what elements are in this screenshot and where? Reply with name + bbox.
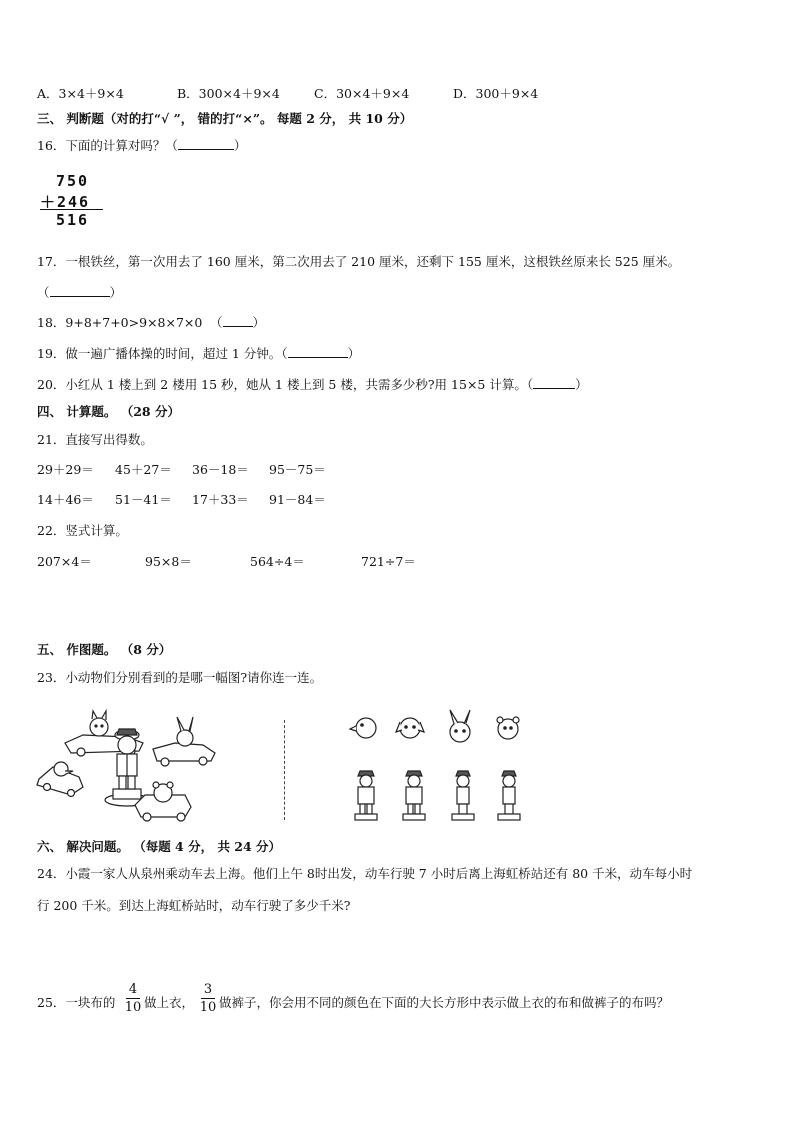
q22-text: 22．竖式计算。 xyxy=(37,523,128,538)
q21-item: 36－18＝ xyxy=(192,462,249,477)
bear-head-icon xyxy=(497,717,519,739)
q25-suffix: 做裤子，你会用不同的颜色在下面的大长方形中表示做上衣的布和做裤子的布吗？ xyxy=(219,995,670,1010)
q18-answer xyxy=(210,313,265,331)
q21-item: 14＋46＝ xyxy=(37,492,94,507)
q24-line2: 行 200 千米。到达上海虹桥站时，动车行驶了多少千米? xyxy=(37,898,351,913)
fraction-bar xyxy=(201,998,215,999)
fraction-denominator: 10 xyxy=(124,1000,142,1015)
car-rabbit-icon xyxy=(153,717,215,766)
q16-vertical-addend: ＋246 xyxy=(40,193,91,211)
q22-item: 95×8＝ xyxy=(145,554,192,569)
q21-item: 51－41＝ xyxy=(115,492,172,507)
section-6-title: 六、 解决问题。 （每题 4 分， 共 24 分） xyxy=(37,839,282,854)
q22-item: 207×4＝ xyxy=(37,554,92,569)
q17-text: 17．一根铁丝，第一次用去了 160 厘米，第二次用去了 210 厘米，还剩下 155 厘米，这根铁丝原来长 525 厘米。 xyxy=(37,254,681,269)
scene-illustration xyxy=(35,705,225,825)
q16-text xyxy=(37,136,246,154)
q23-text: 23．小动物们分别看到的是哪一幅图?请你连一连。 xyxy=(37,670,323,685)
policeman-front-view-icon xyxy=(355,771,377,820)
q20-answer-blank[interactable] xyxy=(533,377,575,389)
fraction-denominator: 10 xyxy=(199,1000,217,1015)
q16-prompt: 16．下面的计算对吗？（ xyxy=(37,138,178,153)
q21-item: 17＋33＝ xyxy=(192,492,249,507)
section-5-title: 五、 作图题。 （8 分） xyxy=(37,642,172,657)
policeman-side-view-icon xyxy=(452,771,474,820)
q17-answer-blank[interactable] xyxy=(50,285,110,297)
q15-option-d: D．300＋9×4 xyxy=(453,86,539,101)
fraction-numerator: 4 xyxy=(128,982,138,997)
duck-head-icon xyxy=(350,718,376,738)
section-4-title: 四、 计算题。 （28 分） xyxy=(37,404,180,419)
fraction-three-tenths xyxy=(197,982,219,1015)
q18-close: ） xyxy=(252,315,266,330)
fraction-bar xyxy=(126,998,140,999)
q19-text xyxy=(37,344,360,362)
policeman-views-row xyxy=(350,768,530,824)
animal-heads-row xyxy=(350,710,530,746)
q17-open: （ xyxy=(37,285,50,300)
q15-option-c: C．30×4＋9×4 xyxy=(314,86,410,101)
car-duck-icon xyxy=(37,762,83,797)
q20-prompt: 20．小红从 1 楼上到 2 楼用 15 秒，她从 1 楼上到 5 楼，共需多少秒?用 15×5 计算。（ xyxy=(37,377,534,392)
q21-item: 95－75＝ xyxy=(269,462,326,477)
rabbit-head-icon xyxy=(450,710,470,742)
q19-answer-blank[interactable] xyxy=(288,346,348,358)
q25-prefix: 25．一块布的 xyxy=(37,995,116,1010)
q20-close: ） xyxy=(575,377,588,392)
fraction-four-tenths xyxy=(122,982,144,1015)
section-3-title: 三、 判断题（对的打“√ ”， 错的打“×”。 每题 2 分， 共 10 分） xyxy=(37,111,413,126)
q18-text: 18．9+8+7+0>9×8×7×0 xyxy=(37,315,203,330)
fraction-numerator: 3 xyxy=(203,982,213,997)
q22-item: 564÷4＝ xyxy=(250,554,305,569)
dog-head-icon xyxy=(396,718,424,738)
q15-option-a: A．3×4＋9×4 xyxy=(37,86,124,101)
q19-close: ） xyxy=(347,346,361,361)
q25-mid: 做上衣， xyxy=(144,995,195,1010)
q21-text: 21．直接写出得数。 xyxy=(37,432,153,447)
policeman-other-side-view-icon xyxy=(498,771,520,820)
q24-line1: 24．小霞一家人从泉州乘动车去上海。他们上午 8时出发，动车行驶 7 小时后离上海虹桥站还有 80 千米，动车每小时 xyxy=(37,866,693,881)
q19-prompt: 19．做一遍广播体操的时间，超过 1 分钟。（ xyxy=(37,346,288,361)
policeman-back-view-icon xyxy=(403,771,425,820)
q18-answer-blank[interactable] xyxy=(223,315,253,327)
q16-close: ） xyxy=(233,138,247,153)
dashed-divider xyxy=(284,720,285,820)
q15-option-b: B．300×4＋9×4 xyxy=(177,86,280,101)
q16-answer-blank[interactable] xyxy=(178,138,234,150)
q16-vertical-result: 516 xyxy=(56,211,90,229)
q18-open: （ xyxy=(210,315,223,330)
q21-item: 29＋29＝ xyxy=(37,462,94,477)
q21-item: 91－84＝ xyxy=(269,492,326,507)
car-bear-icon xyxy=(135,782,191,821)
q17-close: ） xyxy=(109,285,123,300)
q21-item: 45＋27＝ xyxy=(115,462,172,477)
q17-answer xyxy=(37,283,122,301)
q22-item: 721÷7＝ xyxy=(361,554,416,569)
q20-text xyxy=(37,375,588,393)
q16-vertical-line xyxy=(40,209,103,210)
q16-vertical-top: 750 xyxy=(56,172,90,190)
